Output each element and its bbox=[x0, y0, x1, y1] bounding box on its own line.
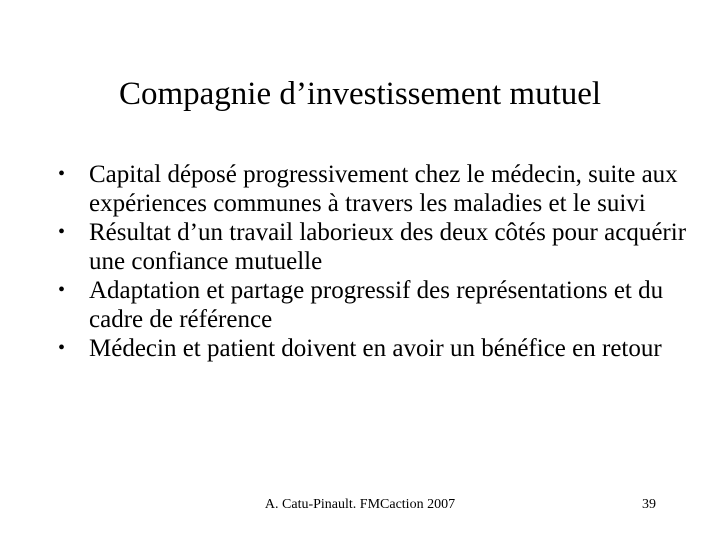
bullet-item bbox=[58, 218, 698, 276]
bullet-dot-icon: • bbox=[58, 221, 66, 243]
page-number: 39 bbox=[642, 497, 656, 512]
slide-title: Compagnie d’investissement mutuel bbox=[118, 76, 602, 112]
bullet-text: Résultat d’un travail laborieux des deux côtés pour acquérir une confiance mutuelle bbox=[89, 219, 687, 275]
bullet-list bbox=[58, 160, 698, 363]
bullet-item bbox=[58, 334, 698, 363]
bullet-item bbox=[58, 276, 698, 334]
bullet-dot-icon: • bbox=[58, 163, 66, 185]
bullet-text: Médecin et patient doivent en avoir un bénéfice en retour bbox=[89, 335, 662, 362]
bullet-text: Adaptation et partage progressif des représentations et du cadre de référence bbox=[89, 277, 664, 333]
bullet-dot-icon: • bbox=[58, 337, 66, 359]
bullet-item bbox=[58, 160, 698, 218]
footer-author: A. Catu-Pinault. FMCaction 2007 bbox=[264, 497, 456, 512]
bullet-dot-icon: • bbox=[58, 279, 66, 301]
bullet-text: Capital déposé progressivement chez le médecin, suite aux expériences communes à travers les maladies et le suivi bbox=[89, 161, 678, 217]
